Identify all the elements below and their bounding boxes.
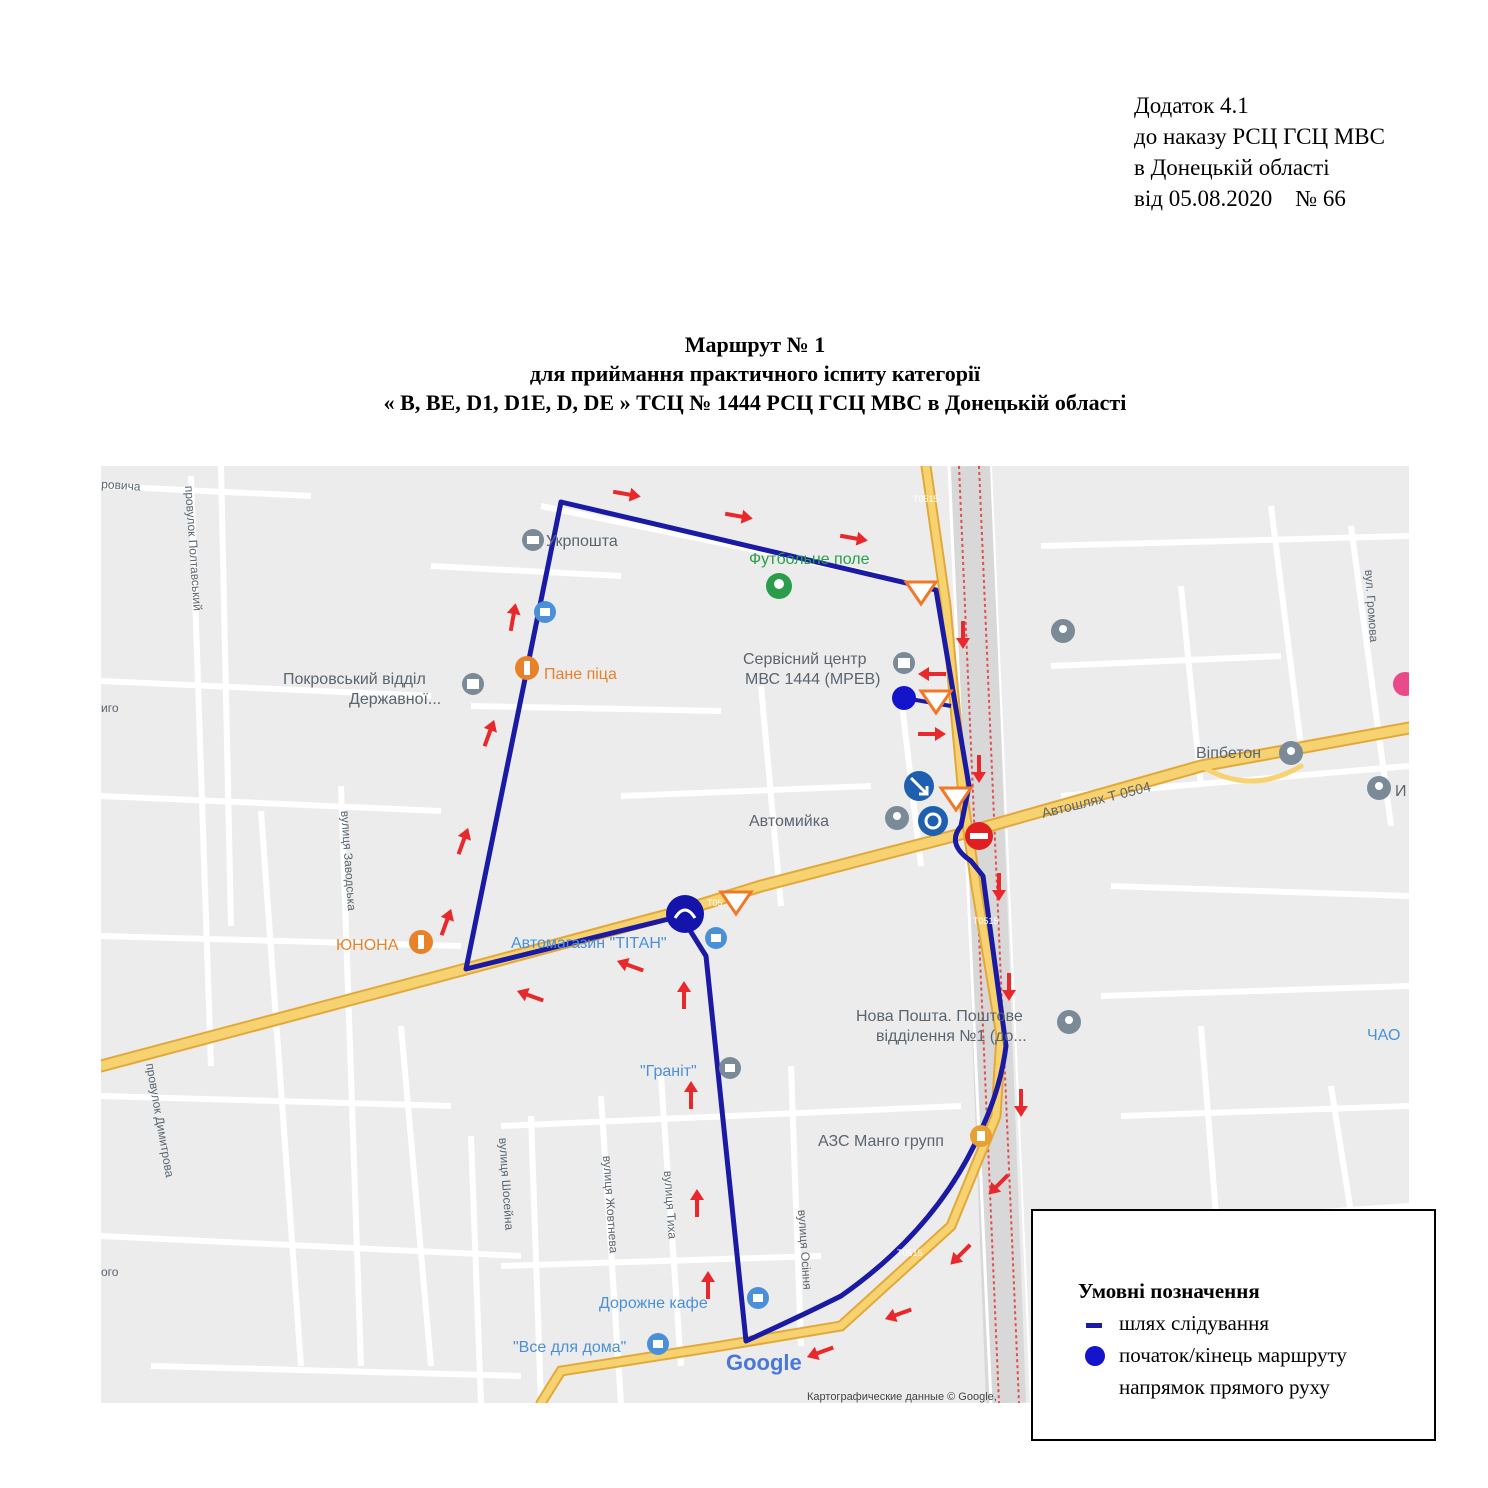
label-pizza: Пане піца <box>544 666 617 683</box>
appendix-line-4: від 05.08.2020 № 66 <box>1134 186 1346 211</box>
shop-icon-3 <box>647 1333 669 1355</box>
appendix-block <box>1134 90 1385 214</box>
label-google: Google <box>726 1350 802 1375</box>
restaurant-icon <box>515 656 539 680</box>
direction-arrow-icon <box>945 1240 975 1270</box>
direction-arrow-icon <box>883 1303 914 1326</box>
label-granit: "Граніт" <box>640 1063 697 1080</box>
direction-arrow-icon <box>452 826 475 857</box>
appendix-line-3: в Донецькій області <box>1134 155 1330 180</box>
government-icon <box>462 673 484 695</box>
label-carwash: Автомийка <box>749 813 829 830</box>
legend-start-label: початок/кінець маршруту <box>1119 1343 1347 1367</box>
label-street-fragment-2: иго <box>101 701 119 715</box>
direction-arrow-icon <box>1014 1089 1028 1117</box>
location-pin-icon-3 <box>1367 776 1391 800</box>
direction-arrow-icon <box>504 602 523 632</box>
direction-arrow-icon <box>690 1189 704 1217</box>
route-path <box>466 502 1006 1341</box>
restaurant-icon-2 <box>409 930 433 954</box>
label-azs: АЗС Манго групп <box>818 1133 944 1150</box>
label-home-store: "Все для дома" <box>513 1339 627 1356</box>
direction-arrow-icon <box>839 529 869 548</box>
label-street-zavodska: вулиця Заводська <box>338 810 359 912</box>
label-street-gromova: вул. Громова <box>1362 569 1382 643</box>
direction-arrow-icon <box>918 667 946 681</box>
pink-pin-icon <box>1393 672 1409 696</box>
start-dot <box>892 686 916 710</box>
cafe-icon <box>747 1287 769 1309</box>
location-pin-icon-4 <box>885 806 909 830</box>
government-icon-2 <box>893 652 915 674</box>
label-football: Футбольне поле <box>749 551 870 568</box>
direction-arrow-icon <box>724 507 754 526</box>
label-street-poltavsky: провулок Полтавський <box>182 485 205 612</box>
label-nova-poshta-2: відділення №1 (до... <box>876 1028 1027 1045</box>
label-cut: И <box>1395 783 1407 800</box>
label-road-t0515-c: T0515 <box>897 1248 923 1258</box>
label-road-t0515-a: T0515 <box>913 494 939 504</box>
label-titan: Автомагазин "ТІТАН" <box>511 935 667 952</box>
title-line-1: Маршрут № 1 <box>684 332 826 357</box>
label-street-zhovtneva: вулиця Жовтнева <box>600 1155 621 1254</box>
direction-arrow-icon <box>478 718 501 749</box>
bank-icon <box>534 601 556 623</box>
label-nova-poshta-1: Нова Пошта. Поштове <box>856 1008 1023 1025</box>
direction-arrow-icon <box>615 954 646 977</box>
direction-arrow-icon <box>612 485 642 504</box>
label-cafe: Дорожне кафе <box>599 1295 708 1312</box>
label-road-t0515-b: T0515 <box>973 916 999 926</box>
location-pin-icon-5 <box>1057 1010 1081 1034</box>
keep-right-sign-icon <box>904 771 934 801</box>
title-line-3: « B, BE, D1, D1E, D, DE » ТСЦ № 1444 РСЦ ГСЦ МВС в Донецькій області <box>383 390 1127 415</box>
label-street-dymytrova: провулок Димитрова <box>143 1062 177 1179</box>
direction-arrow-icon <box>805 1341 836 1364</box>
roundabout-sign-icon <box>666 895 704 933</box>
label-pokrovsky-1: Покровський відділ <box>283 671 426 688</box>
legend-route-label: шлях слідування <box>1119 1311 1269 1335</box>
direction-arrow-icon <box>435 907 458 938</box>
label-vipeton: Віпбетон <box>1196 745 1262 762</box>
shop-icon-2 <box>719 1057 741 1079</box>
label-ukrposhta: Укрпошта <box>546 533 618 550</box>
legend-box <box>1031 1209 1436 1441</box>
legend-title: Умовні позначення <box>1078 1279 1260 1303</box>
label-street-fragment-3: ого <box>101 1265 119 1279</box>
label-street-shoseina: вулиця Шосейна <box>496 1137 517 1231</box>
no-entry-sign <box>965 822 993 850</box>
label-street-tykha: вулиця Тиха <box>661 1170 680 1240</box>
fuel-icon <box>970 1125 992 1147</box>
appendix-line-2: до наказу РСЦ ГСЦ МВС <box>1134 124 1385 149</box>
label-copyright: Картографические данные © Google, <box>807 1391 997 1403</box>
appendix-line-1: Додаток 4.1 <box>1134 93 1249 118</box>
document-title <box>100 330 1410 417</box>
location-pin-icon <box>1051 619 1075 643</box>
direction-arrow-icon <box>918 727 946 741</box>
label-road-t05-d: T05 <box>707 898 723 908</box>
direction-arrow-icon <box>515 984 546 1007</box>
shop-icon <box>705 927 727 949</box>
direction-arrow-icon <box>684 1081 698 1109</box>
label-service-center-2: МВС 1444 (МРЕВ) <box>745 671 881 688</box>
label-yunona: ЮНОНА <box>336 937 399 954</box>
label-pokrovsky-2: Державної... <box>349 691 442 708</box>
direction-arrow-icon <box>677 981 691 1009</box>
mail-icon <box>522 529 544 551</box>
title-line-2: для приймання практичного іспиту категорії <box>529 361 981 386</box>
label-service-center-1: Сервісний центр <box>743 651 867 668</box>
roundabout-small-sign-icon <box>918 806 948 836</box>
label-street-fragment-1: ровича <box>101 477 142 494</box>
label-highway: Автошлях Т 0504 <box>1039 778 1153 821</box>
label-street-osinnia: вулиця Осіння <box>795 1209 815 1291</box>
legend-start-dot-icon <box>1085 1346 1105 1366</box>
football-pin-icon <box>766 573 792 599</box>
label-chao: ЧАО <box>1367 1027 1401 1044</box>
legend-route-line-icon <box>1086 1323 1102 1328</box>
location-pin-icon-2 <box>1279 741 1303 765</box>
legend-direction-label: напрямок прямого руху <box>1119 1375 1330 1399</box>
